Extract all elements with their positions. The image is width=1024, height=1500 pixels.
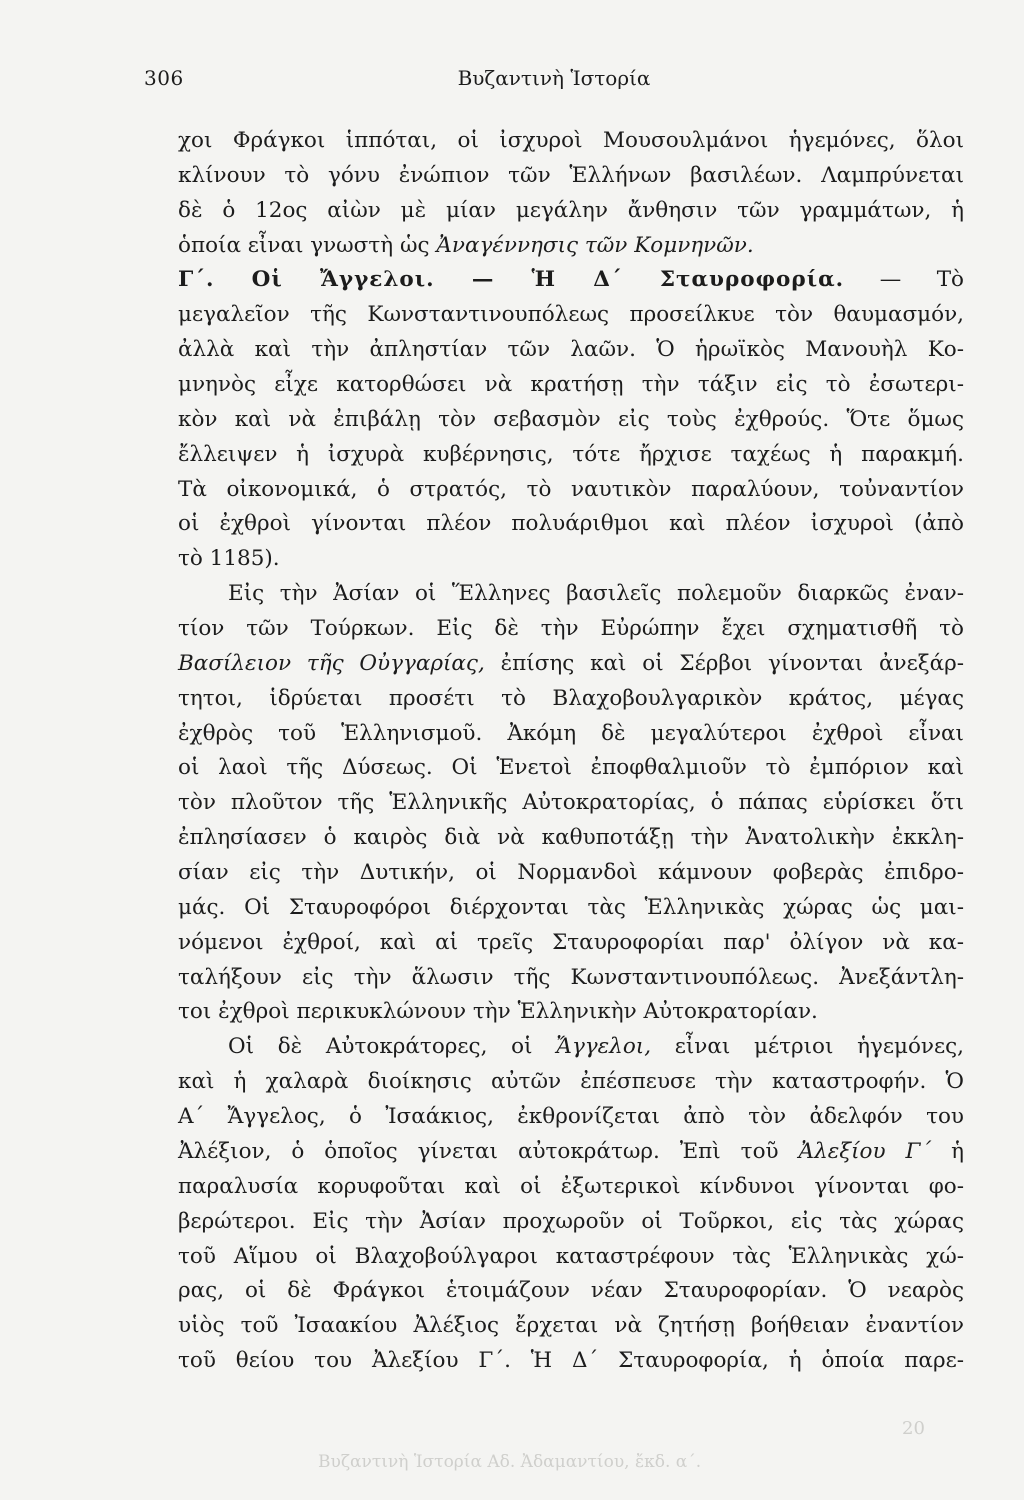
text-line: κλίνουν τὸ γόνυ ἐνώπιον τῶν Ἑλλήνων βασιλέων. Λαμπρύνεται <box>178 162 964 188</box>
text-line: οἱ λαοὶ τῆς Δύσεως. Οἱ Ἑνετοὶ ἐποφθαλμιοῦν τὸ ἐμπόριον καὶ <box>178 755 964 781</box>
text-line: χοι Φράγκοι ἱππόται, οἱ ἰσχυροὶ Μουσουλμάνοι ἡγεμόνες, ὅλοι <box>178 128 964 153</box>
text-run: ἡ <box>931 1138 964 1164</box>
text-line <box>178 647 964 682</box>
text-line: μεγαλεῖον τῆς Κωνσταντινουπόλεως προσείλκυε τὸν θαυμασμόν, <box>178 302 964 328</box>
text-line: ταλήξουν εἰς τὴν ἅλωσιν τῆς Κωνσταντινουπόλεως. Ἀνεξάντλη- <box>178 964 964 990</box>
text-line: τὸ 1185). <box>178 546 280 572</box>
text-line <box>178 263 964 298</box>
text-body <box>178 124 964 1379</box>
text-line <box>178 1030 964 1065</box>
text-line <box>178 229 964 264</box>
text-line: ἐχθρὸς τοῦ Ἑλληνισμοῦ. Ἀκόμη δὲ μεγαλύτεροι ἐχθροὶ εἶναι <box>178 720 964 746</box>
text-line: καὶ ἡ χαλαρὰ διοίκησις αὐτῶν ἐπέσπευσε τὴν καταστροφήν. Ὁ <box>178 1069 964 1095</box>
text-run: — Τὸ <box>879 267 965 293</box>
text-line: δὲ ὁ 12ος αἰὼν μὲ μίαν μεγάλην ἄνθησιν τῶν γραμμάτων, ἡ <box>178 197 964 223</box>
text-line <box>178 1135 964 1170</box>
text-line: μάς. Οἱ Σταυροφόροι διέρχονται τὰς Ἑλληνικὰς χώρας ὡς μαι- <box>178 894 964 920</box>
sheet-number: 20 <box>902 1418 925 1439</box>
text-line: νόμενοι ἐχθροί, καὶ αἱ τρεῖς Σταυροφορίαι παρ' ὀλίγον νὰ κα- <box>178 929 964 955</box>
text-line: υἱὸς τοῦ Ἰσαακίου Ἀλέξιος ἔρχεται νὰ ζητήσῃ βοήθειαν ἐναντίον <box>178 1313 964 1339</box>
text-line: ρας, οἱ δὲ Φράγκοι ἑτοιμάζουν νέαν Σταυροφορίαν. Ὁ νεαρὸς <box>178 1278 964 1304</box>
text-run: Ἀλέξιον, ὁ ὁποῖος γίνεται αὐτοκράτωρ. Ἐπὶ τοῦ <box>178 1138 799 1164</box>
text-line: Τὰ οἰκονομικά, ὁ στρατός, τὸ ναυτικὸν παραλύουν, τοὐναντίον <box>178 476 964 502</box>
text-run: εἶναι μέτριοι ἡγεμόνες, <box>651 1034 964 1060</box>
text-line: ἐπλησίασεν ὁ καιρὸς διὰ νὰ καθυποτάξῃ τὴν Ἀνατολικὴν ἐκκλη- <box>178 825 964 851</box>
text-line: οἱ ἐχθροὶ γίνονται πλέον πολυάριθμοι καὶ πλέον ἰσχυροὶ (ἀπὸ <box>178 511 964 537</box>
text-line: Α΄ Ἄγγελος, ὁ Ἰσαάκιος, ἐκθρονίζεται ἀπὸ τὸν ἀδελφόν του <box>178 1104 964 1130</box>
signature-line: Βυζαντινὴ Ἱστορία Αδ. Ἀδαμαντίου, ἔκδ. α΄. <box>318 1452 702 1472</box>
text-line: Εἰς τὴν Ἀσίαν οἱ Ἕλληνες βασιλεῖς πολεμοῦν διαρκῶς ἐναν- <box>228 581 964 607</box>
italic-term: Βασίλειον τῆς Οὐγγαρίας, <box>178 650 485 676</box>
text-line: μνηνὸς εἶχε κατορθώσει νὰ κρατήσῃ τὴν τάξιν εἰς τὸ ἐσωτερι- <box>178 372 964 398</box>
text-run: Οἱ δὲ Αὐτοκράτορες, οἱ <box>228 1034 557 1060</box>
text-line: ἀλλὰ καὶ τὴν ἀπληστίαν τῶν λαῶν. Ὁ ἡρωϊκὸς Μανουὴλ Κο- <box>178 337 964 363</box>
running-title: Βυζαντινὴ Ἱστορία <box>457 66 651 90</box>
text-line: τητοι, ἱδρύεται προσέτι τὸ Βλαχοβουλγαρικὸν κράτος, μέγας <box>178 685 964 711</box>
text-run: ὁποία εἶναι γνωστὴ ὡς <box>178 232 437 258</box>
text-line: ἔλλειψεν ἡ ἰσχυρὰ κυβέρνησις, τότε ἤρχισε ταχέως ἡ παρακμή. <box>178 441 964 467</box>
text-line: κὸν καὶ νὰ ἐπιβάλῃ τὸν σεβασμὸν εἰς τοὺς ἐχθρούς. Ὅτε ὅμως <box>178 406 964 432</box>
text-line: παραλυσία κορυφοῦται καὶ οἱ ἐξωτερικοὶ κίνδυνοι γίνονται φο- <box>178 1173 964 1199</box>
italic-term: Ἀναγέννησις τῶν Κομνηνῶν. <box>436 232 754 258</box>
running-header <box>138 66 970 96</box>
section-heading: Γ΄. Οἱ Ἄγγελοι. — Ἡ Δ΄ Σταυροφορία. <box>178 267 845 293</box>
text-line: τίον τῶν Τούρκων. Εἰς δὲ τὴν Εὐρώπην ἔχει σχηματισθῆ τὸ <box>178 616 964 642</box>
text-run: ἐπίσης καὶ οἱ Σέρβοι γίνονται ἀνεξάρ- <box>484 650 964 676</box>
text-line: τὸν πλοῦτον τῆς Ἑλληνικῆς Αὐτοκρατορίας, ὁ πάπας εὑρίσκει ὅτι <box>178 790 964 816</box>
text-line: βερώτεροι. Εἰς τὴν Ἀσίαν προχωροῦν οἱ Τοῦρκοι, εἰς τὰς χώρας <box>178 1208 964 1234</box>
text-line: τοῦ Αἵμου οἱ Βλαχοβούλγαροι καταστρέφουν τὰς Ἑλληνικὰς χώ- <box>178 1243 964 1269</box>
text-line: σίαν εἰς τὴν Δυτικήν, οἱ Νορμανδοὶ κάμνουν φοβερὰς ἐπιδρο- <box>178 860 964 886</box>
italic-term: Ἀλεξίου Γ΄ <box>798 1138 932 1164</box>
page-number: 306 <box>144 66 184 90</box>
text-line: τοῦ θείου του Ἀλεξίου Γ΄. Ἡ Δ΄ Σταυροφορία, ἡ ὁποία παρε- <box>178 1348 964 1374</box>
text-line: τοι ἐχθροὶ περικυκλώνουν τὴν Ἑλληνικὴν Αὐτοκρατορίαν. <box>178 999 818 1025</box>
italic-term: Ἄγγελοι, <box>556 1034 652 1060</box>
